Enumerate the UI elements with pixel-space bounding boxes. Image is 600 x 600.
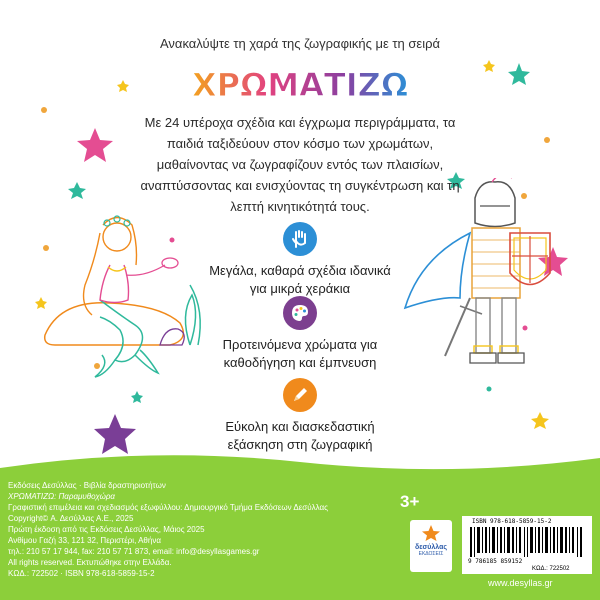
palette-icon xyxy=(283,296,317,330)
credit-line: ΚΩΔ.: 722502 · ISBN 978-618-5859-15-2 xyxy=(8,569,155,578)
credit-line: All rights reserved. Εκτυπώθηκε στην Ελλάδα. xyxy=(8,558,172,567)
credit-line: Εκδόσεις Δεσύλλας · Βιβλία δραστηριοτήτων xyxy=(8,481,166,490)
feature-large-drawings xyxy=(200,222,400,298)
publisher-logo xyxy=(410,520,452,572)
feature-suggested-colors xyxy=(200,296,400,372)
product-code: ΚΩΔ.: 722502 xyxy=(532,566,570,572)
barcode xyxy=(470,527,584,557)
description: Με 24 υπέροχα σχέδια και έγχρωμα περιγράμματα, τα παιδιά ταξιδεύουν στον κόσμο των χρωμάτων, μαθαίνοντας να ζωγραφίζουν εντός των πλαισίων, αναπτύσσοντας και ενισχύοντας τη συγκέντρωση και τη λεπτή κινητικότητά τους. xyxy=(140,115,460,214)
publisher-name: δεσύλλας xyxy=(414,544,448,551)
series-title-logo xyxy=(185,62,415,106)
credits xyxy=(8,480,328,579)
feature-text: Μεγάλα, καθαρά σχέδια ιδανικά για μικρά χεράκια xyxy=(209,263,391,296)
teal-star-icon xyxy=(131,391,143,403)
pencil-icon xyxy=(283,378,317,412)
series-title: ΧΡΩΜΑΤΙΖΩ xyxy=(191,66,409,104)
teal-star-icon xyxy=(68,182,86,199)
publisher-sub: ΕΚΔΟΣΕΙΣ xyxy=(418,551,444,557)
age-badge: 3+ xyxy=(400,492,420,511)
isbn-barcode-box xyxy=(462,516,592,574)
feature-text: Προτεινόμενα χρώματα για καθοδήγηση και έμπνευση xyxy=(222,337,378,370)
credit-line: Copyright© Α. Δεσύλλας Α.Ε., 2025 xyxy=(8,514,134,523)
series-logo xyxy=(0,62,600,111)
publisher-star-icon xyxy=(421,525,441,541)
credit-line: Ανθίμου Γαζή 33, 121 32, Περιστέρι, Αθήνα xyxy=(8,536,161,545)
credit-line: Γραφιστική επιμέλεια και σχεδιασμός εξωφύλλου: Δημιουργικό Τμήμα Εκδόσεων Δεσύλλας xyxy=(8,503,328,512)
pink-star-icon xyxy=(77,128,113,162)
feature-text: Εύκολη και διασκεδαστική εξάσκηση στη ζωγραφική xyxy=(225,419,375,452)
credit-line: Πρώτη έκδοση από τις Εκδόσεις Δεσύλλας, Μάιος 2025 xyxy=(8,525,205,534)
hand-icon xyxy=(283,222,317,256)
mermaid-illustration xyxy=(40,205,210,380)
intro-text: Ανακαλύψτε τη χαρά της ζωγραφικής με τη σειρά xyxy=(160,36,440,51)
credit-line: τηλ.: 210 57 17 944, fax: 210 57 71 873, email: info@desyllasgames.gr xyxy=(8,547,260,556)
yellow-star-icon xyxy=(531,412,549,429)
credit-line: ΧΡΩΜΑΤΙΖΩ: Παραμυθοχώρα xyxy=(8,492,115,501)
website: www.desyllas.gr xyxy=(488,578,553,588)
isbn-digits: 9 786185 859152 xyxy=(468,558,523,565)
isbn-text: ISBN 978-618-5859-15-2 xyxy=(472,518,552,525)
